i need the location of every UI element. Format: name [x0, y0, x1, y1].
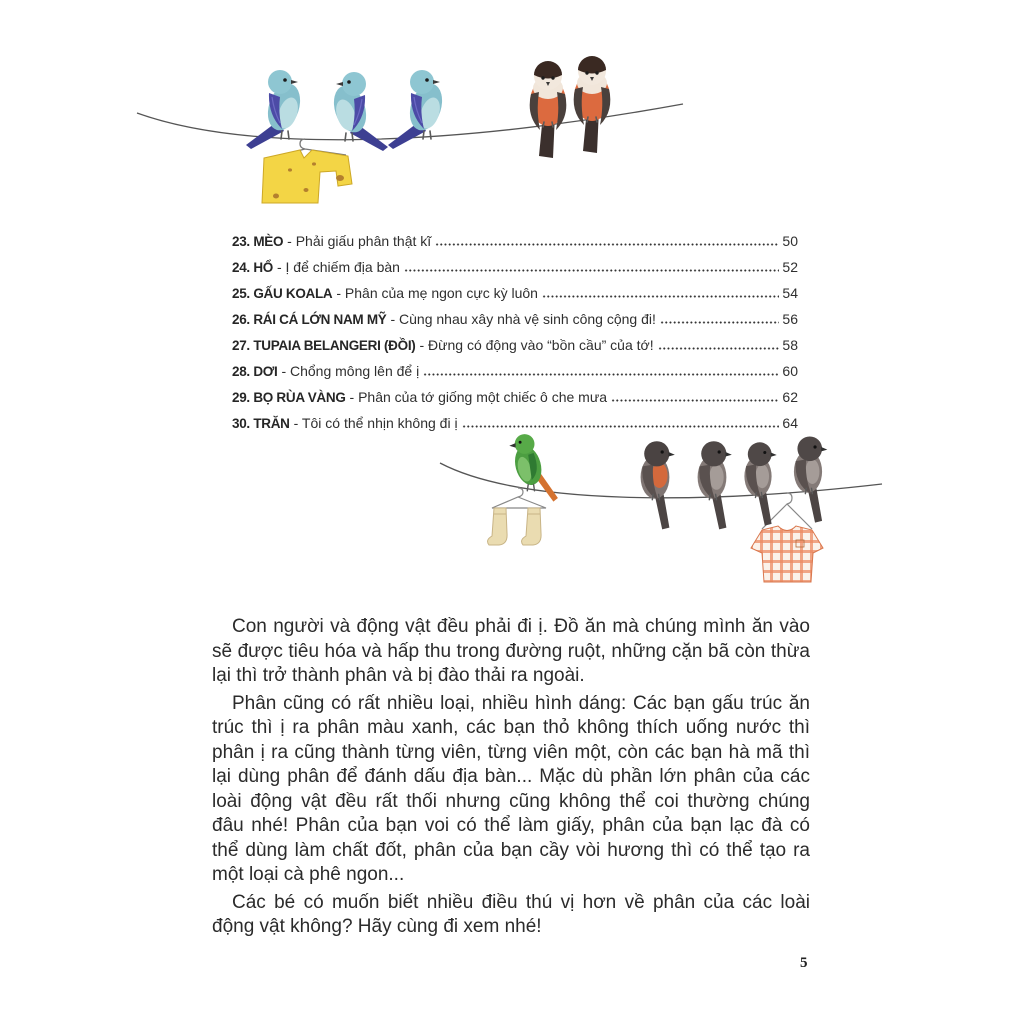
- toc-entry-subtitle: - Cùng nhau xây nhà vệ sinh công cộng đi!: [390, 311, 656, 327]
- orange-breasted-bird: [530, 61, 567, 158]
- gray-bird: [698, 441, 732, 529]
- toc-entry: [232, 332, 798, 358]
- socks: [488, 488, 546, 545]
- toc-entry-title: 25. GẤU KOALA: [232, 286, 333, 301]
- dotted-leader: [435, 243, 779, 246]
- blue-bird: [246, 70, 306, 149]
- top-clothesline: [137, 104, 683, 140]
- toc-entry-subtitle: - Chổng mông lên để ị: [281, 363, 420, 379]
- text-line: một loại cà phê ngon...: [212, 864, 405, 885]
- toc-entry: [232, 410, 798, 436]
- table-of-contents: [232, 228, 798, 436]
- toc-entry: [232, 358, 798, 384]
- dotted-leader: [611, 399, 779, 402]
- toc-entry-title: 27. TUPAIA BELANGERI (ĐỒI): [232, 338, 416, 353]
- toc-entry-subtitle: - Đừng có động vào “bồn cầu” của tớ!: [419, 337, 654, 353]
- toc-entry-title: 26. RÁI CÁ LỚN NAM MỸ: [232, 312, 387, 327]
- text-line: Các bé có muốn biết nhiều điều thú vị hơn về phân của các loài: [232, 891, 810, 913]
- toc-entry-page: 54: [782, 285, 798, 301]
- toc-entry: [232, 306, 798, 332]
- text-line: phân ị ra cũng thành từng viên, từng viên một, còn các bạn hà mã thì: [212, 741, 810, 763]
- text-line: đâu nhé! Phân của bạn voi có thể làm giấy, phân của bạn lạc đà có: [212, 815, 810, 836]
- toc-entry-page: 60: [782, 363, 798, 379]
- paragraph: [212, 615, 810, 689]
- toc-entry: [232, 228, 798, 254]
- blue-bird: [328, 72, 388, 151]
- toc-entry: [232, 280, 798, 306]
- toc-entry-page: 64: [782, 415, 798, 431]
- yellow-shirt: [262, 139, 352, 203]
- text-line: lại dùng phân để đánh dấu địa bàn... Mặc dù phần lớn phân của các: [212, 766, 810, 787]
- body-text: [212, 615, 810, 940]
- blue-bird: [388, 70, 448, 149]
- dotted-leader: [660, 321, 779, 324]
- toc-entry-subtitle: - Ị để chiếm địa bàn: [276, 259, 400, 275]
- toc-entry-page: 50: [782, 233, 798, 249]
- gray-bird: [794, 436, 827, 522]
- page-number: 5: [800, 955, 808, 971]
- dotted-leader: [404, 269, 779, 272]
- text-line: động vật không? Hãy cùng đi xem nhé!: [212, 916, 542, 937]
- toc-entry-title: 30. TRĂN: [232, 416, 290, 431]
- dotted-leader: [658, 347, 779, 350]
- toc-entry: [232, 384, 798, 410]
- dotted-leader: [423, 373, 779, 376]
- text-line: Phân cũng có rất nhiều loại, nhiều hình dáng: Các bạn gấu trúc ăn: [232, 692, 810, 714]
- paragraph: [212, 891, 810, 940]
- text-line: lại thì trở thành phân và bị đào thải ra ngoài.: [212, 665, 585, 686]
- orange-breasted-bird: [574, 56, 611, 153]
- toc-entry-subtitle: - Phân của tớ giống một chiếc ô che mưa: [349, 389, 607, 405]
- plaid-shirt: [751, 493, 823, 582]
- toc-entry-page: 56: [782, 311, 798, 327]
- gray-bird: [641, 441, 675, 529]
- toc-entry-title: 24. HỔ: [232, 260, 273, 275]
- toc-entry-page: 58: [782, 337, 798, 353]
- dotted-leader: [462, 425, 779, 428]
- toc-entry: [232, 254, 798, 280]
- toc-entry-page: 52: [782, 259, 798, 275]
- toc-entry-subtitle: - Phân của mẹ ngon cực kỳ luôn: [336, 285, 538, 301]
- text-line: sẽ được tiêu hóa và hấp thu trong đường ruột, những cặn bã còn thừa: [212, 640, 810, 662]
- toc-entry-title: 23. MÈO: [232, 234, 284, 249]
- text-line: loài động vật đều rất thối nhưng cũng không thể coi thường chúng: [212, 790, 810, 812]
- dotted-leader: [542, 295, 779, 298]
- bottom-clothesline: [440, 463, 882, 498]
- text-line: trúc thì ị ra phân màu xanh, các bạn thỏ không thích uống nước thì: [212, 717, 810, 738]
- toc-entry-title: 29. BỌ RÙA VÀNG: [232, 390, 346, 405]
- toc-entry-subtitle: - Tôi có thể nhịn không đi ị: [293, 415, 458, 431]
- green-bird: [509, 434, 558, 502]
- toc-entry-subtitle: - Phải giấu phân thật kĩ: [287, 233, 432, 249]
- text-line: Con người và động vật đều phải đi ị. Đồ ăn mà chúng mình ăn vào: [232, 616, 810, 637]
- toc-entry-title: 28. DƠI: [232, 364, 278, 379]
- paragraph: [212, 692, 810, 888]
- gray-bird: [744, 442, 776, 525]
- text-line: thể dùng làm chất đốt, phân của bạn cầy vòi hương thì có thể tạo ra: [212, 839, 810, 861]
- toc-entry-page: 62: [782, 389, 798, 405]
